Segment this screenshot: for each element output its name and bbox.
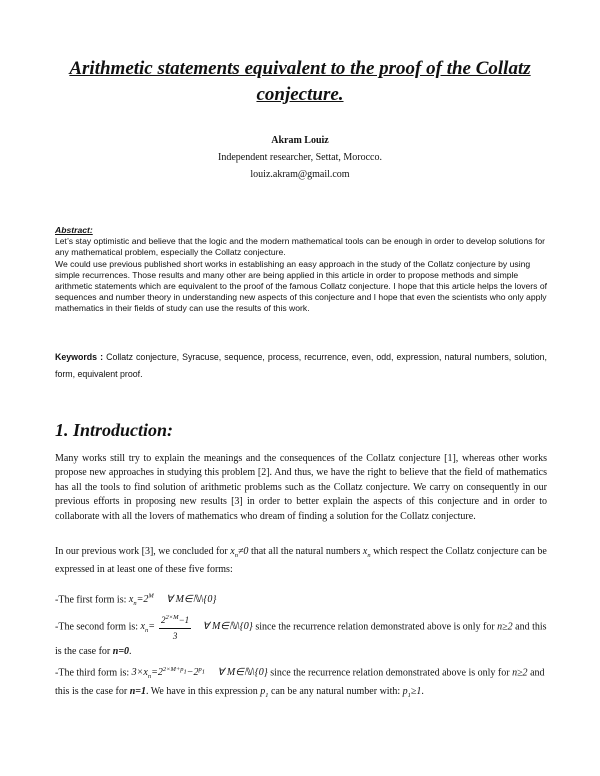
keywords <box>55 349 547 383</box>
formula-xn: $x_n$ <box>362 546 371 559</box>
form-2-label: -The second form is: <box>55 621 139 633</box>
keywords-text: Collatz conjecture, Syracuse, sequence, process, recurrence, even, odd, expression, natural numbers, solution, form, equivalent proof. <box>55 352 547 379</box>
form-3-case: n=1 <box>129 686 146 698</box>
abstract-label: Abstract: <box>55 225 93 235</box>
form-3-formula: $3\times x_n=2^{2\times M+p_1}-2^{p_1}$ ∀ M∈ℕ\{0} <box>131 666 268 681</box>
form-1-label: -The first form is: <box>55 594 127 606</box>
form-1-formula: $x_n=2^M$ ∀ M∈ℕ\{0} <box>128 593 217 608</box>
abstract-paragraph-2: We could use previous published short works in establishing an easy approach in the study of the Collatz conjecture by using simple recurrences. Those results and many other are being applied in this article in order to propose methods and simple arithmetic statements which are equivalent to the proof of the famous Collatz conjecture. I hope that this article helps the lovers of sequences and number theory in understanding new aspects of this conjecture and I hope that even the scientists who only apply mathematics in their fields of study can use the results of this work. <box>55 258 548 314</box>
form-2-case: n=0 <box>112 646 130 657</box>
paper-title: Arithmetic statements equivalent to the proof of the Collatz conjecture. <box>69 58 531 105</box>
keywords-label: Keywords : <box>55 352 104 362</box>
form-2-formula: $x_n=$ $\frac{2^{2\times M}-1}{3}$ ∀ M∈ℕ\{0} <box>141 621 253 632</box>
formula-xn-nonzero: $x_n\ne 0$ <box>230 546 249 559</box>
form-2-line: -The second form is: $x_n=$ $\frac{2^{2\times M}-1}{3}$ ∀ M∈ℕ\{0} since the recurrence relation demonstrated above is only for n≥2 and this is the case for n=0. <box>55 610 547 659</box>
section-heading-introduction: 1. Introduction: <box>55 420 174 440</box>
intro-paragraph-1: Many works still try to explain the meanings and the consequences of the Collatz conjecture [1], whereas other works propose new approaches in studying this problem [2]. And thus, we have the right to believe that the field of mathematics has all the tools to find solution of arithmetic problems such as the Collatz conjecture. We carry on consequently in our previous efforts in proposing new results [3] in order to better explain the aspects of this conjecture and in order to collaborate with all the lovers of mathematics who dream of finding a solution for the Collatz conjecture. <box>55 453 547 522</box>
form-1-line <box>55 590 547 611</box>
abstract <box>55 225 547 315</box>
author-email: louiz.akram@gmail.com <box>250 169 350 180</box>
author-block <box>0 132 600 183</box>
author-name: Akram Louiz <box>271 135 329 146</box>
intro-paragraph-2: In our previous work [3], we concluded for $x_n\ne 0$ that all the natural numbers $x_n$ which respect the Collatz conjecture can be expressed in at least one of these five forms: <box>55 546 547 576</box>
author-affiliation: Independent researcher, Settat, Morocco. <box>218 152 382 163</box>
form-3-label: -The third form is: <box>55 667 130 679</box>
form-3-line: -The third form is: $3\times x_n=2^{2\times M+p_1}-2^{p_1}$ ∀ M∈ℕ\{0} since the recurrence relation demonstrated above is only for n≥2 and this is the case for n=1. We have in this expression $p_1$ can be any natural number with: $p_1\ge 1$. <box>55 666 545 700</box>
abstract-paragraph-1: Let’s stay optimistic and believe that the logic and the modern mathematical tools can be enough in order to develop solutions for any mathematical problem, especially the Collatz conjecture. <box>55 236 545 258</box>
